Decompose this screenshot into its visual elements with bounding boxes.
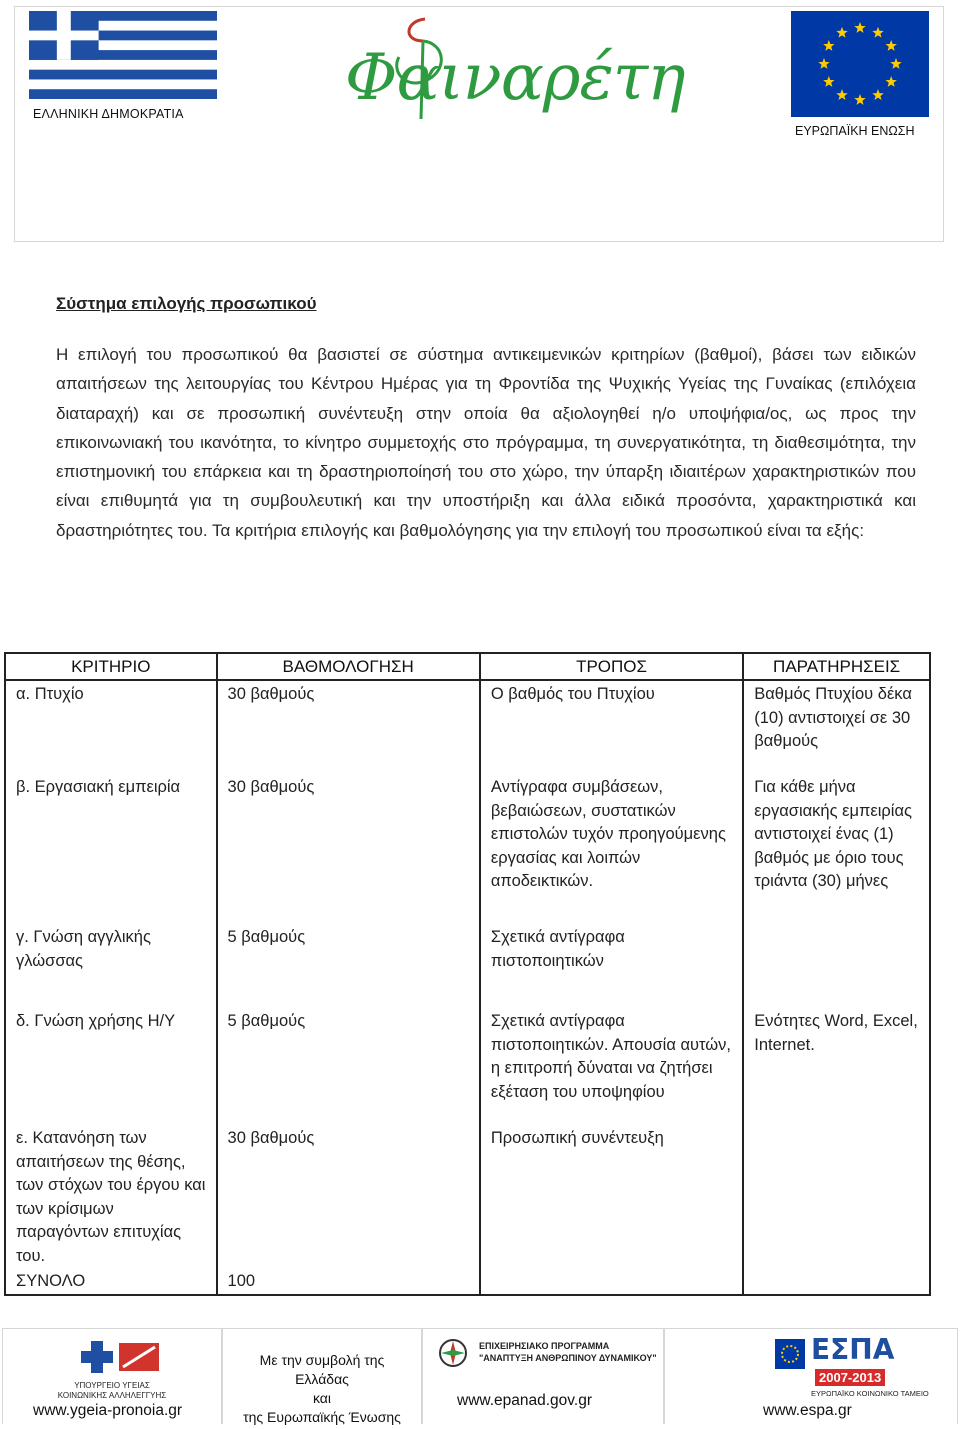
cell-score: 30 βαθμούς [217, 1125, 480, 1268]
column-header-notes: ΠΑΡΑΤΗΡΗΣΕΙΣ [743, 653, 930, 680]
table-row [5, 680, 930, 774]
column-header-criterion: ΚΡΙΤΗΡΙΟ [5, 653, 217, 680]
cofunding-line1: Με την συμβολή της [259, 1352, 385, 1368]
cell-total-label: ΣΥΝΟΛΟ [5, 1268, 217, 1295]
cell-notes [743, 924, 930, 1008]
ministry-name-line2: ΚΟΙΝΩΝΙΚΗΣ ΑΛΛΗΛΕΓΓΥΗΣ [57, 1391, 167, 1400]
cell-criterion: β. Εργασιακή εμπειρία [5, 774, 217, 924]
epanad-url[interactable]: www.epanad.gov.gr [457, 1392, 592, 1409]
cell-notes: Για κάθε μήνα εργασιακής εμπειρίας αντιστοιχεί ένας (1) βαθμός με όριο τους τριάντα (30) μήνες [743, 774, 930, 924]
cofunding-text [223, 1351, 421, 1427]
greek-flag-icon [29, 11, 217, 99]
ministry-emblem-icon [73, 1337, 163, 1377]
cell-score: 5 βαθμούς [217, 924, 480, 1008]
cell-notes [743, 1268, 930, 1295]
cell-score: 30 βαθμούς [217, 680, 480, 774]
cell-notes [743, 1125, 930, 1268]
epanad-compass-icon [437, 1337, 469, 1369]
cell-total-score: 100 [217, 1268, 480, 1295]
cell-score: 30 βαθμούς [217, 774, 480, 924]
espa-logo-word: ΕΣΠΑ [811, 1333, 895, 1366]
table-row [5, 1008, 930, 1125]
document-header [14, 6, 944, 242]
epanad-subtitle: "ΑΝΑΠΤΥΞΗ ΑΝΘΡΩΠΙΝΟΥ ΔΥΝΑΜΙΚΟΥ" [479, 1353, 657, 1363]
eu-logo [779, 11, 929, 141]
cofunding-line4: της Ευρωπαϊκής Ένωσης [243, 1409, 401, 1425]
eu-caption: ΕΥΡΩΠΑΪΚΗ ΕΝΩΣΗ [795, 124, 915, 138]
footer-espa [664, 1328, 958, 1424]
column-header-score: ΒΑΘΜΟΛΟΓΗΣΗ [217, 653, 480, 680]
cofunding-line2: Ελλάδας [295, 1371, 349, 1387]
document-footer [0, 1328, 960, 1424]
cell-criterion: ε. Κατανόηση των απαιτήσεων της θέσης, των στόχων του έργου και των κρίσιμων παραγόντων επιτυχίας του. [5, 1125, 217, 1268]
espa-url[interactable]: www.espa.gr [763, 1402, 852, 1419]
eu-flag-icon [791, 11, 929, 117]
footer-epanad [422, 1328, 664, 1424]
cell-criterion: δ. Γνώση χρήσης Η/Υ [5, 1008, 217, 1125]
cell-method: Σχετικά αντίγραφα πιστοποιητικών [480, 924, 743, 1008]
greek-republic-caption: ΕΛΛΗΝΙΚΗ ΔΗΜΟΚΡΑΤΙΑ [33, 107, 184, 121]
fainareti-logo [345, 11, 685, 141]
cell-method: Προσωπική συνέντευξη [480, 1125, 743, 1268]
criteria-table [4, 652, 931, 1296]
ministry-url[interactable]: www.ygeia-pronoia.gr [33, 1402, 183, 1419]
cofunding-line3: και [312, 1390, 332, 1406]
greek-republic-logo [29, 11, 217, 127]
cell-method: Σχετικά αντίγραφα πιστοποιητικών. Απουσία αυτών, η επιτροπή δύναται να ζητήσει εξέταση του υποψηφίου [480, 1008, 743, 1125]
cell-method: Ο βαθμός του Πτυχίου [480, 680, 743, 774]
table-row [5, 924, 930, 1008]
eu-small-flag-icon [775, 1339, 805, 1369]
cell-criterion: α. Πτυχίο [5, 680, 217, 774]
footer-ministry [2, 1328, 222, 1424]
espa-years: 2007-2013 [815, 1369, 885, 1386]
table-total-row [5, 1268, 930, 1295]
section-title: Σύστημα επιλογής προσωπικού [56, 294, 317, 313]
table-header-row [5, 653, 930, 680]
column-header-method: ΤΡΟΠΟΣ [480, 653, 743, 680]
epanad-title: ΕΠΙΧΕΙΡΗΣΙΑΚΟ ΠΡΟΓΡΑΜΜΑ [479, 1341, 610, 1351]
espa-tagline: ΕΥΡΩΠΑΪΚΟ ΚΟΙΝΩΝΙΚΟ ΤΑΜΕΙΟ [811, 1389, 929, 1398]
logo-wordmark: Φαιναρέτη [345, 41, 685, 115]
cell-notes: Ενότητες Word, Excel, Internet. [743, 1008, 930, 1125]
cell-notes: Βαθμός Πτυχίου δέκα (10) αντιστοιχεί σε 30 βαθμούς [743, 680, 930, 774]
table-row [5, 1125, 930, 1268]
ministry-name-line1: ΥΠΟΥΡΓΕΙΟ ΥΓΕΙΑΣ [74, 1381, 150, 1390]
cell-method [480, 1268, 743, 1295]
cell-score: 5 βαθμούς [217, 1008, 480, 1125]
table-row [5, 774, 930, 924]
intro-paragraph: Η επιλογή του προσωπικού θα βασιστεί σε σύστημα αντικειμενικών κριτηρίων (βαθμοί), βάσει των ειδικών απαιτήσεων της λειτουργίας του Κέντρου Ημέρας για τη Φροντίδα της Ψυχικής Υγείας της Γυναίκας (επιλόχεια διαταραχή) και σε προσωπική συνέντευξη στην οποία θα αξιολογηθεί η/ο υποψήφια/ος, ως προς την επικοινωνιακή του ικανότητα, το κίνητρο συμμετοχής στο πρόγραμμα, τη συνεργατικότητα, τη διαθεσιμότητα, την επιστημονική του επάρκεια και τη δραστηριοποίησή του στο χώρο, την ύπαρξη ιδιαιτέρων χαρακτηριστικών που είναι επιθυμητά για τη συμβουλευτική και την υποστήριξη και άλλα ειδικά προσόντα, χαρακτηριστικά και δραστηριότητες του. Τα κριτήρια επιλογής και βαθμολόγησης για την επιλογή του προσωπικού είναι τα εξής: [56, 345, 916, 540]
cell-method: Αντίγραφα συμβάσεων, βεβαιώσεων, συστατικών επιστολών τυχόν προηγούμενης εργασίας και λοιπών αποδεικτικών. [480, 774, 743, 924]
footer-cofunding [222, 1328, 422, 1424]
cell-criterion: γ. Γνώση αγγλικής γλώσσας [5, 924, 217, 1008]
